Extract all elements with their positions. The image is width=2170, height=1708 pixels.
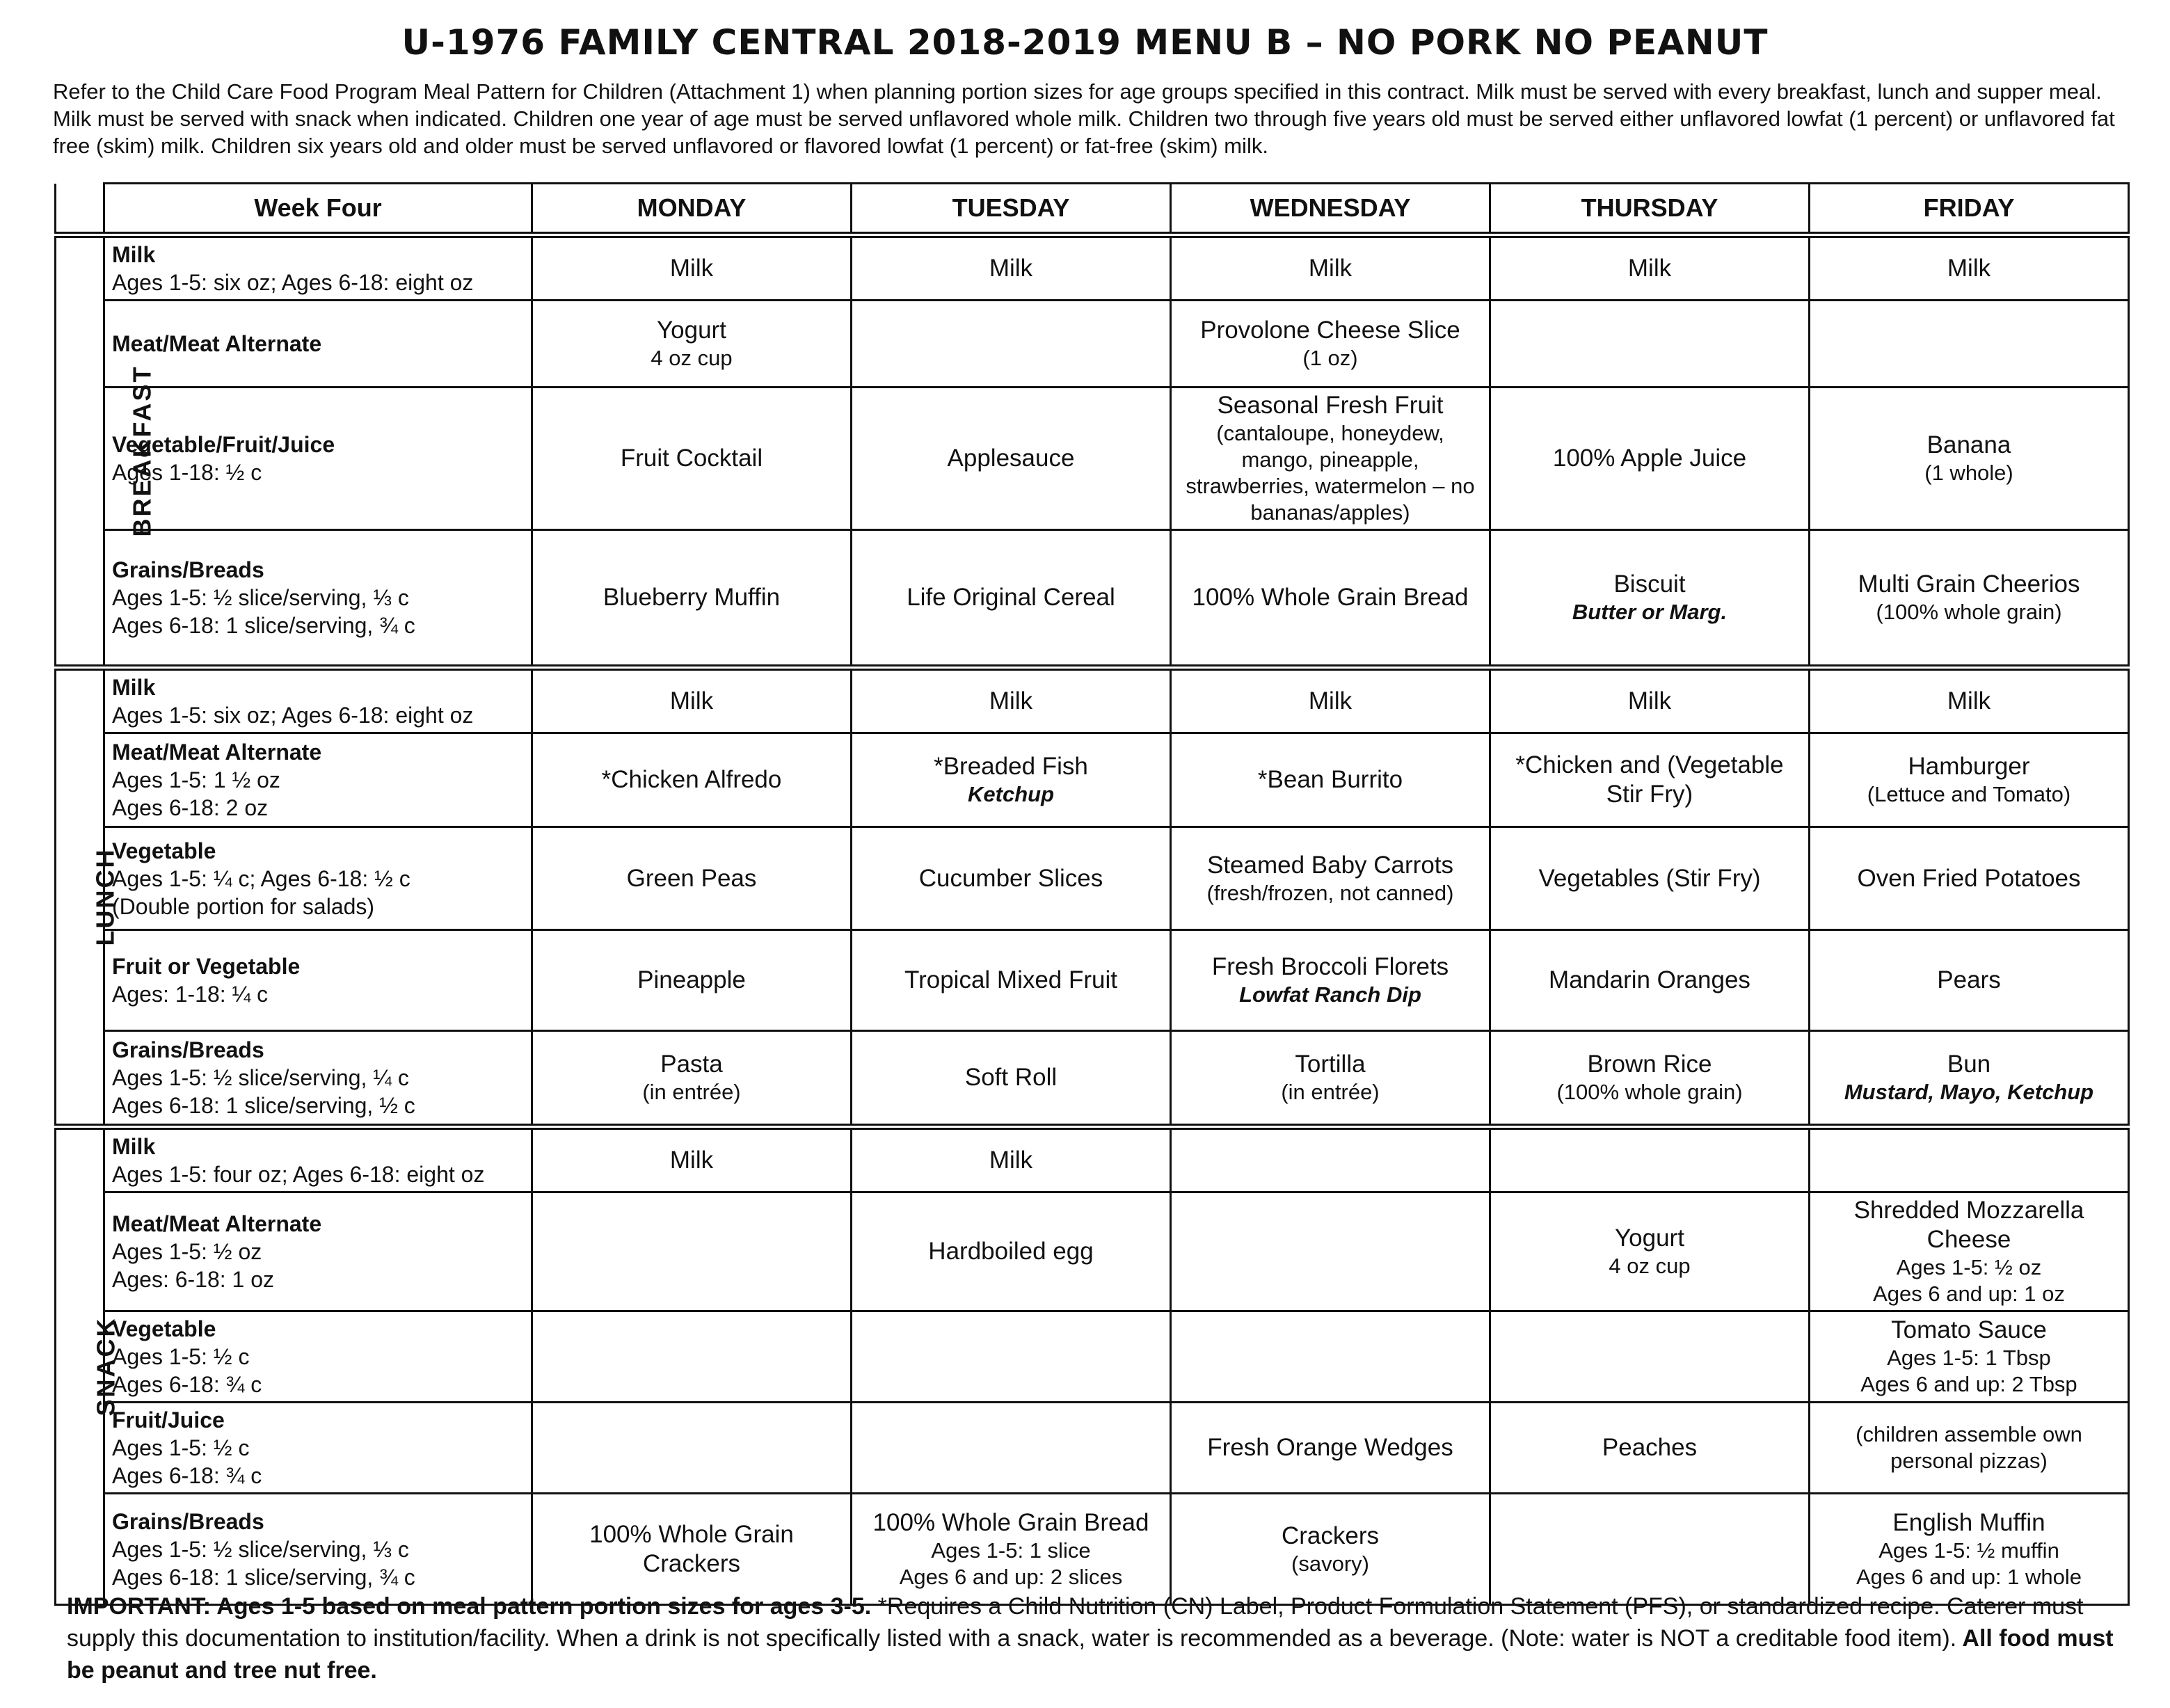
portion-size: Ages 1-5: six oz; Ages 6-18: eight oz <box>112 703 474 728</box>
portion-size: Ages 6-18: 1 slice/serving, ¾ c <box>112 1564 415 1590</box>
component-title: Vegetable <box>112 838 216 863</box>
portion-size: Ages: 1-18: ¼ c <box>112 982 269 1007</box>
breakfast-fruit-monday <box>532 388 852 530</box>
breakfast-meat-friday <box>1810 301 2129 388</box>
menu-item: Oven Fried Potatoes <box>1857 864 2081 892</box>
breakfast-fruit-thursday <box>1490 388 1810 530</box>
portion-size: Ages 1-5: ½ slice/serving, ¼ c <box>112 1065 409 1090</box>
snack-row-meat <box>56 1192 2129 1311</box>
day-header-thursday: THURSDAY <box>1490 184 1810 235</box>
page-title: U-1976 FAMILY CENTRAL 2018-2019 MENU B – NO PORK NO PEANUT <box>401 22 1769 63</box>
menu-item: Vegetables (Stir Fry) <box>1538 864 1761 892</box>
portion-size: Ages 1-18: ½ c <box>112 460 262 485</box>
breakfast-meat-tuesday <box>852 301 1171 388</box>
breakfast-milk-monday <box>532 235 852 301</box>
snack-section-label <box>56 1127 120 1605</box>
footer-notes <box>67 1590 2147 1686</box>
menu-table <box>54 182 2130 1606</box>
menu-item: Fresh Orange Wedges <box>1207 1434 1453 1461</box>
snack-row-veg <box>56 1311 2129 1403</box>
breakfast-meat-monday <box>532 301 852 388</box>
menu-item: Steamed Baby Carrots <box>1206 851 1454 879</box>
portion-size: Ages 6-18: ¾ c <box>112 1372 262 1397</box>
breakfast-grains-wednesday <box>1171 530 1490 668</box>
portion-size: Ages 1-5: ¼ c; Ages 6-18: ½ c <box>112 865 410 891</box>
lunch-row-veg <box>56 827 2129 930</box>
menu-item-detail: 4 oz cup <box>1609 1254 1691 1278</box>
portion-size: Ages 1-5: ½ slice/serving, ⅓ c <box>112 585 409 610</box>
breakfast-fruit-tuesday <box>852 388 1171 530</box>
condiment: Butter or Marg. <box>1572 600 1728 624</box>
day-header-tuesday: TUESDAY <box>852 184 1171 235</box>
menu-item: *Chicken Alfredo <box>601 766 782 793</box>
snack-veg-friday <box>1810 1311 2129 1403</box>
component-title: Milk <box>112 675 156 700</box>
breakfast-milk-wednesday <box>1171 235 1490 301</box>
portion-size: Ages 1-5: six oz; Ages 6-18: eight oz <box>112 270 474 295</box>
menu-item: Seasonal Fresh Fruit <box>1217 392 1444 419</box>
breakfast-meat-label <box>104 301 532 388</box>
portion-size: Ages 6-18: 1 slice/serving, ¾ c <box>112 613 415 638</box>
snack-row-milk <box>56 1127 2129 1192</box>
component-title: Fruit or Vegetable <box>112 954 301 979</box>
lunch-grains-tuesday <box>852 1031 1171 1127</box>
menu-item: Yogurt <box>1615 1224 1684 1252</box>
menu-item: Yogurt <box>657 317 726 344</box>
snack-veg-tuesday <box>852 1311 1171 1403</box>
menu-item-detail: Ages 1-5: ½ oz <box>1896 1255 2042 1279</box>
header-row <box>56 184 2129 235</box>
lunch-grains-friday <box>1810 1031 2129 1127</box>
snack-milk-wednesday <box>1171 1127 1490 1192</box>
lunch-section-label <box>56 668 120 1127</box>
lunch-milk-thursday <box>1490 668 1810 733</box>
menu-item: Brown Rice <box>1587 1051 1712 1078</box>
snack-grains-label <box>104 1494 532 1605</box>
snack-grains-monday <box>532 1494 852 1605</box>
menu-item-detail: (100% whole grain) <box>1556 1080 1743 1104</box>
breakfast-meat-thursday <box>1490 301 1810 388</box>
footer-important: IMPORTANT: Ages 1-5 based on meal pattern portion sizes for ages 3-5. <box>67 1593 872 1620</box>
component-title: Fruit/Juice <box>112 1407 225 1432</box>
footer-text: *Requires a Child Nutrition (CN) Label, Product Formulation Statement (PFS), or standardized recipe. Caterer must supply this documentation to institution/facility. When a drink is not specifically listed with a snack, water is recommended as a beverage. (Note: water is NOT a creditable food item). <box>67 1593 2084 1652</box>
menu-item: Fresh Broccoli Florets <box>1211 953 1449 980</box>
menu-item-detail: Ages 6 and up: 2 Tbsp <box>1860 1372 2077 1396</box>
lunch-grains-wednesday <box>1171 1031 1490 1127</box>
breakfast-row-grains <box>56 530 2129 668</box>
component-title: Milk <box>112 1134 156 1159</box>
breakfast-milk-label <box>104 235 532 301</box>
snack-grains-wednesday <box>1171 1494 1490 1605</box>
lunch-row-grains <box>56 1031 2129 1127</box>
day-header-friday: FRIDAY <box>1810 184 2129 235</box>
lunch-milk-tuesday <box>852 668 1171 733</box>
menu-item-detail: (children assemble own personal pizzas) <box>1856 1422 2082 1473</box>
snack-row-grains <box>56 1494 2129 1605</box>
condiment: Mustard, Mayo, Ketchup <box>1844 1080 2094 1104</box>
lunch-veg-friday <box>1810 827 2129 930</box>
snack-fruit-tuesday <box>852 1403 1171 1494</box>
menu-item: Fruit Cocktail <box>620 445 763 472</box>
menu-item: Biscuit <box>1613 570 1686 598</box>
breakfast-milk-friday <box>1810 235 2129 301</box>
portion-size: Ages 6-18: 2 oz <box>112 795 269 820</box>
breakfast-meat-wednesday <box>1171 301 1490 388</box>
snack-section-name: SNACK <box>91 1316 120 1416</box>
snack-milk-tuesday <box>852 1127 1171 1192</box>
menu-item: Hamburger <box>1908 753 2030 780</box>
menu-item: 100% Whole Grain Crackers <box>589 1520 794 1577</box>
menu-item-detail: Ages 1-5: 1 slice <box>931 1538 1091 1563</box>
lunch-meat-thursday <box>1490 733 1810 827</box>
menu-item: Milk <box>989 687 1033 715</box>
snack-fruit-monday <box>532 1403 852 1494</box>
menu-item: Peaches <box>1602 1434 1698 1461</box>
menu-item: Crackers <box>1281 1522 1380 1549</box>
menu-item: Pears <box>1937 966 2001 993</box>
breakfast-milk-tuesday <box>852 235 1171 301</box>
lunch-fruitveg-label <box>104 930 532 1031</box>
menu-item-detail: (in entrée) <box>1281 1080 1380 1104</box>
menu-item: *Chicken and (Vegetable Stir Fry) <box>1515 751 1784 808</box>
portion-size: Ages 1-5: four oz; Ages 6-18: eight oz <box>112 1162 485 1187</box>
breakfast-row-fruit <box>56 388 2129 530</box>
menu-item-detail: Ages 6 and up: 1 oz <box>1873 1282 2065 1306</box>
snack-grains-thursday <box>1490 1494 1810 1605</box>
condiment: Ketchup <box>968 782 1054 806</box>
lunch-row-milk <box>56 668 2129 733</box>
component-title: Grains/Breads <box>112 1037 264 1062</box>
snack-veg-monday <box>532 1311 852 1403</box>
breakfast-grains-monday <box>532 530 852 668</box>
menu-item: Tropical Mixed Fruit <box>904 966 1117 993</box>
portion-size: Ages 1-5: ½ oz <box>112 1239 262 1264</box>
menu-item: Cucumber Slices <box>918 864 1103 892</box>
component-title: Vegetable <box>112 1316 216 1341</box>
breakfast-grains-label <box>104 530 532 668</box>
breakfast-grains-friday <box>1810 530 2129 668</box>
menu-item: Milk <box>989 255 1033 282</box>
lunch-milk-friday <box>1810 668 2129 733</box>
snack-fruit-wednesday <box>1171 1403 1490 1494</box>
menu-item: English Muffin <box>1892 1508 2045 1536</box>
menu-item-detail: Ages 1-5: 1 Tbsp <box>1887 1346 2051 1370</box>
lunch-veg-wednesday <box>1171 827 1490 930</box>
menu-item-detail: (1 whole) <box>1924 461 2013 485</box>
menu-item: Milk <box>1947 255 1991 282</box>
lunch-grains-thursday <box>1490 1031 1810 1127</box>
menu-item-detail: Ages 1-5: ½ muffin <box>1878 1538 2059 1563</box>
snack-meat-label <box>104 1192 532 1311</box>
lunch-meat-friday <box>1810 733 2129 827</box>
menu-item: Milk <box>1627 255 1672 282</box>
menu-item: Shredded Mozzarella Cheese <box>1853 1197 2084 1253</box>
menu-item: Milk <box>669 687 714 715</box>
portion-size: (Double portion for salads) <box>112 893 375 919</box>
lunch-fruitveg-tuesday <box>852 930 1171 1031</box>
snack-milk-label <box>104 1127 532 1192</box>
breakfast-row-meat <box>56 301 2129 388</box>
menu-item: Milk <box>669 1147 714 1174</box>
menu-item: 100% Apple Juice <box>1552 445 1747 472</box>
portion-size: Ages 1-5: 1 ½ oz <box>112 767 280 792</box>
menu-item: Milk <box>1308 255 1353 282</box>
component-title: Vegetable/Fruit/Juice <box>112 432 335 457</box>
lunch-grains-label <box>104 1031 532 1127</box>
portion-size: Ages 6-18: 1 slice/serving, ½ c <box>112 1093 415 1118</box>
snack-meat-friday <box>1810 1192 2129 1311</box>
breakfast-section-name: BREAKFAST <box>127 365 157 537</box>
menu-item: Soft Roll <box>964 1064 1058 1091</box>
breakfast-grains-tuesday <box>852 530 1171 668</box>
snack-milk-monday <box>532 1127 852 1192</box>
menu-item: Multi Grain Cheerios <box>1858 570 2080 598</box>
portion-size: Ages 1-5: ½ slice/serving, ⅓ c <box>112 1536 409 1562</box>
header-blank <box>56 184 104 235</box>
lunch-veg-label <box>104 827 532 930</box>
week-header: Week Four <box>104 184 532 235</box>
lunch-veg-monday <box>532 827 852 930</box>
lunch-section-name: LUNCH <box>90 847 120 946</box>
snack-milk-thursday <box>1490 1127 1810 1192</box>
snack-meat-thursday <box>1490 1192 1810 1311</box>
menu-item: Tomato Sauce <box>1891 1316 2047 1343</box>
snack-meat-monday <box>532 1192 852 1311</box>
menu-item: *Breaded Fish <box>934 753 1088 780</box>
component-title: Grains/Breads <box>112 557 264 582</box>
menu-item: Blueberry Muffin <box>603 584 781 611</box>
menu-item: 100% Whole Grain Bread <box>1192 584 1469 611</box>
portion-size: Ages 1-5: ½ c <box>112 1435 250 1460</box>
lunch-fruitveg-monday <box>532 930 852 1031</box>
breakfast-fruit-friday <box>1810 388 2129 530</box>
lunch-veg-tuesday <box>852 827 1171 930</box>
snack-grains-tuesday <box>852 1494 1171 1605</box>
breakfast-row-milk <box>56 235 2129 301</box>
lunch-milk-monday <box>532 668 852 733</box>
component-title: Meat/Meat Alternate <box>112 331 322 356</box>
breakfast-grains-thursday <box>1490 530 1810 668</box>
lunch-row-fruitveg <box>56 930 2129 1031</box>
breakfast-fruit-label <box>104 388 532 530</box>
snack-fruit-label <box>104 1403 532 1494</box>
menu-item: Banana <box>1926 431 2011 458</box>
menu-item: Tortilla <box>1295 1051 1366 1078</box>
menu-item: Milk <box>669 255 714 282</box>
lunch-milk-label <box>104 668 532 733</box>
snack-meat-tuesday <box>852 1192 1171 1311</box>
day-header-wednesday: WEDNESDAY <box>1171 184 1490 235</box>
menu-item: 100% Whole Grain Bread <box>872 1508 1149 1536</box>
component-title: Milk <box>112 242 156 267</box>
menu-item: Milk <box>1308 687 1353 715</box>
menu-item-detail: (fresh/frozen, not canned) <box>1206 880 1454 905</box>
lunch-meat-monday <box>532 733 852 827</box>
day-header-monday: MONDAY <box>532 184 852 235</box>
menu-item: Bun <box>1947 1051 1991 1078</box>
menu-item-detail: (savory) <box>1291 1551 1369 1576</box>
lunch-milk-wednesday <box>1171 668 1490 733</box>
intro-paragraph: Refer to the Child Care Food Program Meal Pattern for Children (Attachment 1) when planning portion sizes for age groups specified in this contract. Milk must be served with every breakfast, lunch and supper meal. Milk must be served with snack when indicated. Children one year of age must be served unflavored whole milk. Children two through five years old must be served either unflavored lowfat (1 percent) or unflavored fat free (skim) milk. Children six years old and older must be served unflavored or flavored lowfat (1 percent) or fat-free (skim) milk. <box>53 79 2115 158</box>
menu-item-detail: Ages 6 and up: 2 slices <box>899 1564 1123 1589</box>
menu-item: Green Peas <box>626 864 757 892</box>
breakfast-milk-thursday <box>1490 235 1810 301</box>
portion-size: Ages 6-18: ¾ c <box>112 1463 262 1488</box>
lunch-meat-wednesday <box>1171 733 1490 827</box>
snack-veg-label <box>104 1311 532 1403</box>
menu-item-detail: Ages 6 and up: 1 whole <box>1856 1564 2082 1589</box>
lunch-row-meat <box>56 733 2129 827</box>
snack-milk-friday <box>1810 1127 2129 1192</box>
menu-item-detail: (100% whole grain) <box>1876 600 2062 624</box>
lunch-veg-thursday <box>1490 827 1810 930</box>
menu-item: Life Original Cereal <box>907 584 1115 611</box>
menu-item-detail: (Lettuce and Tomato) <box>1867 782 2071 806</box>
snack-fruit-thursday <box>1490 1403 1810 1494</box>
lunch-fruitveg-thursday <box>1490 930 1810 1031</box>
menu-item-detail: (cantaloupe, honeydew, mango, pineapple, strawberries, watermelon – no bananas/apples) <box>1186 421 1475 525</box>
component-title: Meat/Meat Alternate <box>112 1211 322 1236</box>
menu-item: Mandarin Oranges <box>1549 966 1750 993</box>
menu-item: *Bean Burrito <box>1257 766 1403 793</box>
lunch-fruitveg-friday <box>1810 930 2129 1031</box>
snack-grains-friday <box>1810 1494 2129 1605</box>
snack-meat-wednesday <box>1171 1192 1490 1311</box>
footer-peanut-note: All food must be peanut and tree nut free. <box>67 1625 2114 1684</box>
component-title: Grains/Breads <box>112 1508 264 1534</box>
menu-item: Provolone Cheese Slice <box>1200 317 1460 344</box>
snack-veg-wednesday <box>1171 1311 1490 1403</box>
lunch-grains-monday <box>532 1031 852 1127</box>
lunch-fruitveg-wednesday <box>1171 930 1490 1031</box>
menu-item: Pasta <box>660 1051 723 1078</box>
portion-size: Ages: 6-18: 1 oz <box>112 1267 275 1292</box>
menu-item-detail: 4 oz cup <box>651 346 733 370</box>
lunch-meat-tuesday <box>852 733 1171 827</box>
breakfast-fruit-wednesday <box>1171 388 1490 530</box>
menu-item-detail: (1 oz) <box>1302 346 1358 370</box>
menu-item-detail: (in entrée) <box>642 1080 741 1104</box>
snack-veg-thursday <box>1490 1311 1810 1403</box>
menu-item: Milk <box>989 1147 1033 1174</box>
condiment: Lowfat Ranch Dip <box>1239 982 1421 1007</box>
component-title: Meat/Meat Alternate <box>112 740 322 765</box>
menu-item: Applesauce <box>947 445 1075 472</box>
menu-item: Pineapple <box>637 966 746 993</box>
portion-size: Ages 1-5: ½ c <box>112 1344 250 1369</box>
menu-item: Milk <box>1947 687 1991 715</box>
snack-row-fruit <box>56 1403 2129 1494</box>
snack-fruit-friday <box>1810 1403 2129 1494</box>
lunch-meat-label <box>104 733 532 827</box>
menu-item: Hardboiled egg <box>928 1238 1094 1265</box>
menu-item: Milk <box>1627 687 1672 715</box>
